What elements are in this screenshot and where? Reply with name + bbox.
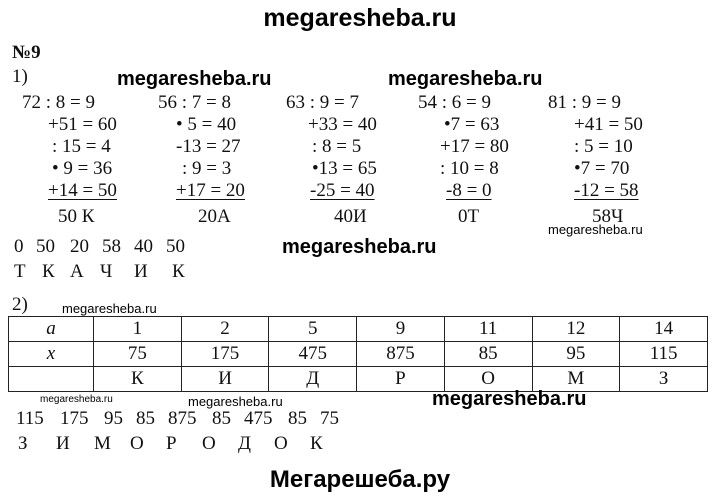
answer-number: 175 — [60, 408, 89, 429]
calc-step: •13 = 65 — [312, 158, 377, 179]
value-table — [8, 316, 708, 392]
calc-result: 0Т — [458, 206, 480, 227]
answer-number: 115 — [16, 408, 44, 429]
table-cell: 175 — [181, 342, 269, 367]
answer-number: 50 — [36, 236, 55, 257]
part1-label: 1) — [12, 66, 28, 87]
answer-number: 95 — [104, 408, 123, 429]
answer-number: 475 — [244, 408, 273, 429]
table-cell: 875 — [357, 342, 445, 367]
watermark-inline: megaresheba.ru — [432, 388, 587, 410]
calc-step-last: -8 = 0 — [446, 180, 492, 201]
table-cell: 2 — [181, 317, 269, 342]
calc-step: • 5 = 40 — [176, 114, 237, 135]
answer-letter: О — [274, 433, 288, 454]
table-cell: М — [532, 367, 620, 392]
answer-letter: К — [172, 261, 185, 282]
calc-start: 54 : 6 = 9 — [418, 92, 491, 113]
table-cell: О — [444, 367, 532, 392]
calc-step: : 5 = 10 — [574, 136, 633, 157]
calc-step: +51 = 60 — [48, 114, 117, 135]
calc-step: -13 = 27 — [176, 136, 241, 157]
watermark-inline: megaresheba.ru — [40, 394, 113, 405]
answer-letter: И — [134, 261, 148, 282]
watermark-bottom: Мегарешеба.ру — [269, 466, 451, 493]
table-cell: 1 — [94, 317, 182, 342]
answer-letter: З — [18, 433, 28, 454]
table-cell: 12 — [532, 317, 620, 342]
watermark-inline: megaresheba.ru — [548, 222, 643, 237]
calc-step-last: +14 = 50 — [48, 180, 117, 201]
watermark-inline: megaresheba.ru — [188, 394, 283, 409]
calc-step: • 9 = 36 — [52, 158, 113, 179]
table-cell: К — [94, 367, 182, 392]
table-cell: 115 — [620, 342, 708, 367]
answer-letter: Р — [166, 433, 177, 454]
table-cell: 75 — [94, 342, 182, 367]
table-cell: x — [9, 342, 94, 367]
table-cell: Р — [357, 367, 445, 392]
table-cell: 5 — [269, 317, 357, 342]
watermark-inline: megaresheba.ru — [388, 68, 543, 90]
answer-letter: А — [70, 261, 84, 282]
part2-answer-letters — [18, 433, 346, 455]
answer-letter: О — [202, 433, 216, 454]
calc-start: 72 : 8 = 9 — [22, 92, 95, 113]
calc-result: 58Ч — [592, 206, 624, 227]
calc-step: •7 = 70 — [574, 158, 630, 179]
answer-number: 20 — [70, 236, 89, 257]
watermark-inline: megaresheba.ru — [117, 68, 272, 90]
answer-letter: К — [310, 433, 323, 454]
calc-step: : 9 = 3 — [182, 158, 232, 179]
table-cell: 11 — [444, 317, 532, 342]
table-cell: З — [620, 367, 708, 392]
calc-step: +33 = 40 — [308, 114, 377, 135]
table-cell: Д — [269, 367, 357, 392]
answer-number: 85 — [136, 408, 155, 429]
problem-number: №9 — [12, 42, 41, 63]
calc-result: 40И — [334, 206, 367, 227]
calc-step: +41 = 50 — [574, 114, 643, 135]
watermark-inline: megaresheba.ru — [282, 236, 437, 258]
table-cell: 475 — [269, 342, 357, 367]
calc-step-last: -25 = 40 — [310, 180, 375, 201]
calc-step: •7 = 63 — [444, 114, 500, 135]
answer-number: 0 — [14, 236, 24, 257]
calc-start: 63 : 9 = 7 — [286, 92, 359, 113]
calc-step: +17 = 80 — [440, 136, 509, 157]
calc-step-last: -12 = 58 — [574, 180, 639, 201]
answer-number: 875 — [168, 408, 197, 429]
table-cell: 95 — [532, 342, 620, 367]
calc-result: 50 К — [58, 206, 95, 227]
calc-result: 20А — [198, 206, 231, 227]
calc-step-last: +17 = 20 — [176, 180, 245, 201]
table-cell: a — [9, 317, 94, 342]
part2-answer-numbers — [16, 408, 352, 430]
answer-number: 85 — [212, 408, 231, 429]
calc-step: : 8 = 5 — [312, 136, 362, 157]
part2-label: 2) — [12, 294, 28, 315]
table-row-a — [9, 317, 708, 342]
answer-letter: И — [56, 433, 70, 454]
answer-number: 50 — [166, 236, 185, 257]
table-row-x — [9, 342, 708, 367]
part1-answer-numbers — [14, 236, 198, 258]
answer-letter: К — [42, 261, 55, 282]
table-cell: 85 — [444, 342, 532, 367]
calc-start: 81 : 9 = 9 — [548, 92, 621, 113]
answer-number: 75 — [320, 408, 339, 429]
table-cell: И — [181, 367, 269, 392]
answer-letter: Д — [238, 433, 251, 454]
answer-number: 85 — [288, 408, 307, 429]
answer-letter: Ч — [100, 261, 113, 282]
part1-answer-letters — [14, 261, 200, 283]
answer-letter: М — [94, 433, 111, 454]
table-cell: 9 — [357, 317, 445, 342]
table-cell — [9, 367, 94, 392]
answer-letter: Т — [14, 261, 26, 282]
answer-number: 58 — [102, 236, 121, 257]
watermark-inline: megaresheba.ru — [62, 301, 157, 316]
table-row-letters — [9, 367, 708, 392]
calc-step: : 15 = 4 — [52, 136, 111, 157]
table-cell: 14 — [620, 317, 708, 342]
calc-start: 56 : 7 = 8 — [158, 92, 231, 113]
watermark-top: megaresheba.ru — [263, 4, 457, 32]
calc-step: : 10 = 8 — [440, 158, 499, 179]
answer-letter: О — [130, 433, 144, 454]
answer-number: 40 — [134, 236, 153, 257]
